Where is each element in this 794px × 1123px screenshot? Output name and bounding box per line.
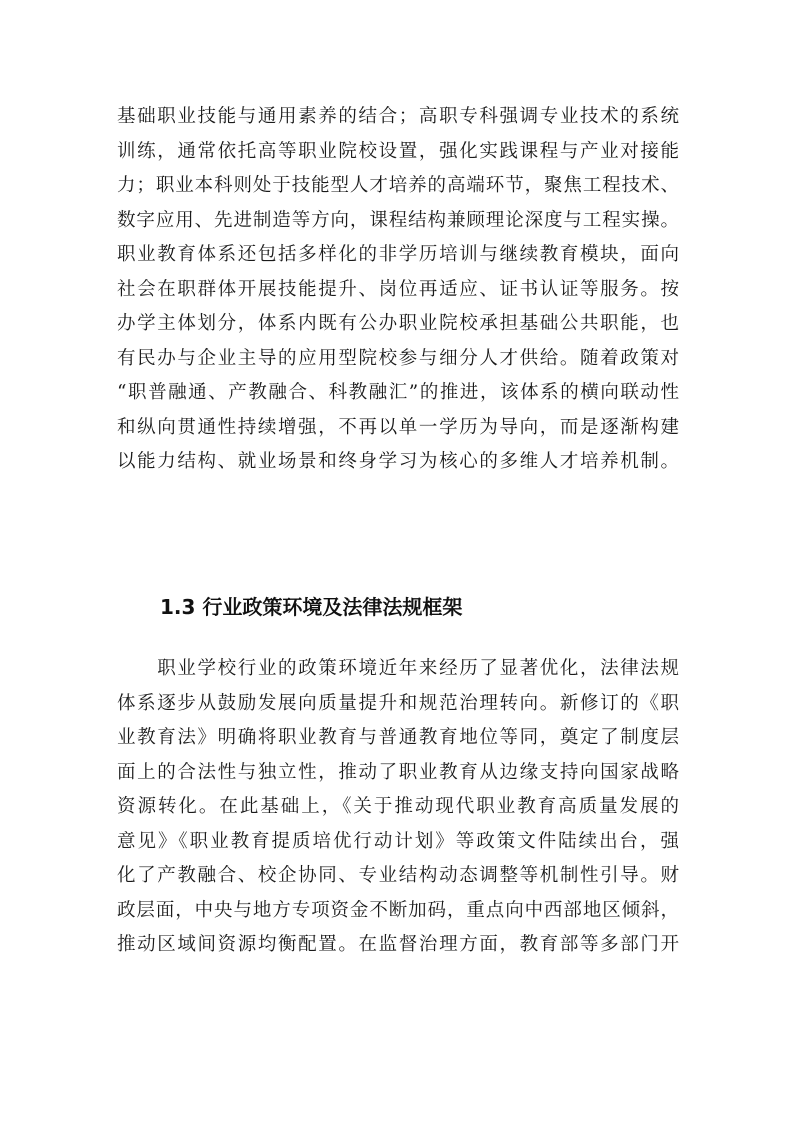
text-line: 职业学校行业的政策环境近年来经历了显著优化，法律法规 <box>117 658 681 679</box>
text-line: 职业教育体系还包括多样化的非学历培训与继续教育模块，面向 <box>117 244 681 265</box>
text-line: 意见》《职业教育提质培优行动计划》等政策文件陆续出台，强 <box>117 830 681 852</box>
text-line: 政层面，中央与地方专项资金不断加码，重点向中西部地区倾斜， <box>117 899 680 921</box>
text-line: 化了产教融合、校企协同、专业结构动态调整等机制性引导。财 <box>117 865 681 886</box>
text-line: 面上的合法性与独立性，推动了职业教育从边缘支持向国家战略 <box>117 761 681 783</box>
text-line: 社会在职群体开展技能提升、岗位再适应、证书认证等服务。按 <box>117 278 681 300</box>
body-paragraph-1 <box>117 100 679 480</box>
text-line: 力；职业本科则处于技能型人才培养的高端环节，聚焦工程技术、 <box>117 175 680 196</box>
text-line: 办学主体划分，体系内既有公办职业院校承担基础公共职能，也 <box>117 313 681 334</box>
section-heading: 1.3 行业政策环境及法律法规框架 <box>160 595 463 619</box>
text-line: 数字应用、先进制造等方向，课程结构兼顾理论深度与工程实操。 <box>117 209 680 231</box>
text-line: 以能力结构、就业场景和终身学习为核心的多维人才培养机制。 <box>117 451 681 472</box>
text-line: 体系逐步从鼓励发展向质量提升和规范治理转向。新修订的《职 <box>117 692 681 714</box>
text-line: 推动区域间资源均衡配置。在监督治理方面，教育部等多部门开 <box>117 934 681 955</box>
text-line: 基础职业技能与通用素养的结合；高职专科强调专业技术的系统 <box>117 106 681 127</box>
text-line: 训练，通常依托高等职业院校设置，强化实践课程与产业对接能 <box>117 140 681 162</box>
text-line: 和纵向贯通性持续增强，不再以单一学历为导向，而是逐渐构建 <box>117 416 681 438</box>
text-line: 资源转化。在此基础上，《关于推动现代职业教育高质量发展的 <box>117 796 681 817</box>
text-line: 有民办与企业主导的应用型院校参与细分人才供给。随着政策对 <box>117 347 681 369</box>
body-paragraph-2 <box>117 652 679 963</box>
text-line: “职普融通、产教融合、科教融汇”的推进，该体系的横向联动性 <box>117 382 681 403</box>
text-line: 业教育法》明确将职业教育与普通教育地位等同，奠定了制度层 <box>117 727 681 748</box>
